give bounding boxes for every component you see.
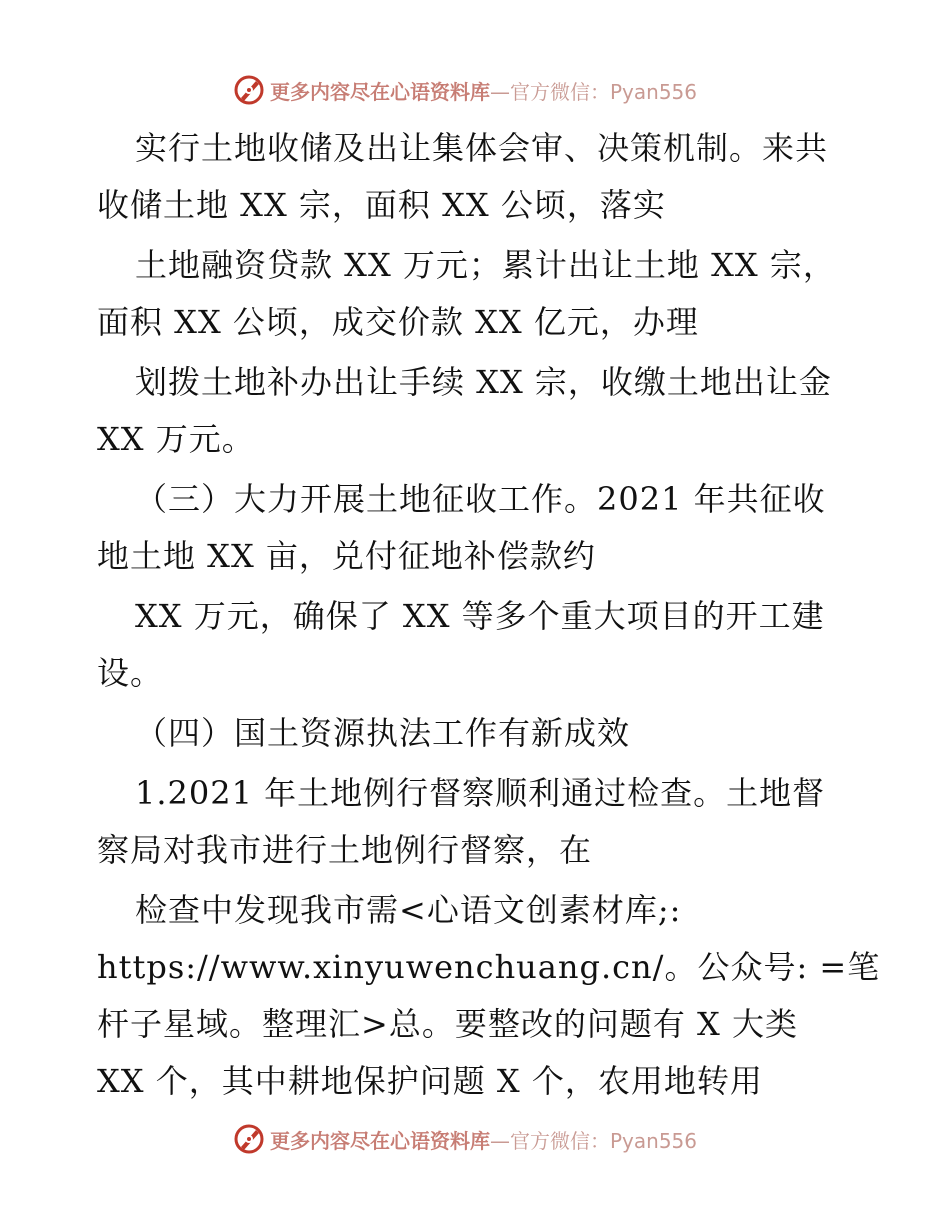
footer-banner-dash: — — [490, 1128, 510, 1153]
body-line-16: 杆子星域。整理汇>总。要整改的问题有 X 大类 — [97, 1005, 798, 1043]
body-line-17: XX 个，其中耕地保护问题 X 个，农用地转用 — [97, 1062, 763, 1100]
footer-banner-text — [270, 1125, 697, 1154]
body-line-5: 划拨土地补办出让手续 XX 宗，收缴土地出让金 — [135, 363, 832, 401]
body-line-2: 收储土地 XX 宗，面积 XX 公顷，落实 — [97, 186, 666, 224]
body-line-8: 地土地 XX 亩，兑付征地补偿款约 — [97, 537, 596, 575]
body-line-15: https://www.xinyuwenchuang.cn/。公众号: =笔 — [97, 948, 881, 986]
body-line-14: 检查中发现我市需<心语文创素材库;: — [135, 891, 682, 929]
body-line-13: 察局对我市进行土地例行督察，在 — [97, 831, 593, 869]
body-line-7: （三）大力开展土地征收工作。2021 年共征收 — [135, 480, 826, 518]
body-line-6: XX 万元。 — [97, 420, 255, 458]
body-line-9: XX 万元，确保了 XX 等多个重大项目的开工建 — [135, 597, 825, 635]
header-banner-wechat: 官方微信：Pyan556 — [510, 79, 698, 104]
body-line-11: （四）国土资源执法工作有新成效 — [135, 714, 631, 752]
footer-banner — [232, 1122, 697, 1156]
body-line-10: 设。 — [97, 654, 164, 692]
body-line-1: 实行土地收储及出让集体会审、决策机制。来共 — [135, 129, 829, 167]
footer-banner-wechat: 官方微信：Pyan556 — [510, 1128, 698, 1153]
body-line-3: 土地融资贷款 XX 万元；累计出让土地 XX 宗， — [135, 246, 836, 284]
footer-banner-main: 更多内容尽在心语资料库 — [270, 1128, 490, 1153]
pen-seal-logo-icon — [232, 1122, 266, 1156]
body-line-12: 1.2021 年土地例行督察顺利通过检查。土地督 — [135, 774, 826, 812]
header-banner-dash: — — [490, 79, 510, 104]
header-banner-main: 更多内容尽在心语资料库 — [270, 79, 490, 104]
body-line-4: 面积 XX 公顷，成交价款 XX 亿元，办理 — [97, 303, 699, 341]
